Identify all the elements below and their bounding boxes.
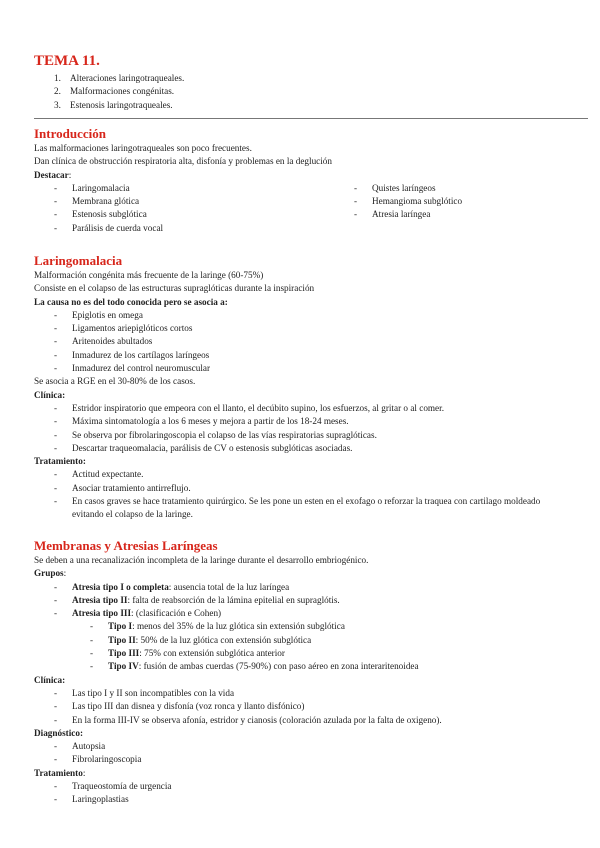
- section-line: Consiste en el colapso de las estructuras supraglóticas durante la inspiración: [34, 283, 315, 294]
- clinica-label: Clínica:: [34, 674, 66, 685]
- intro-section: [34, 126, 574, 235]
- list-item: - Tipo I: menos del 35% de la luz glótica sin extensión subglótica: [90, 621, 345, 632]
- list-item: - Epiglotis en omega: [54, 309, 143, 320]
- list-item: - Descartar traqueomalacia, parálisis de CV o estenosis subglóticas asociadas.: [54, 442, 353, 453]
- list-item: - Las tipo I y II son incompatibles con la vida: [54, 687, 235, 698]
- tratamiento-list: [34, 780, 574, 807]
- list-item: - Atresia tipo III: (clasificación e Cohen): [54, 608, 222, 619]
- intro-line: Dan clínica de obstrucción respiratoria alta, disfonía y problemas en la deglución: [34, 156, 332, 167]
- outline-list: [34, 72, 574, 112]
- list-item: - Las tipo III dan disnea y disfonía (voz ronca y llanto disfónico): [54, 701, 305, 712]
- clinica-list: [34, 402, 574, 455]
- tipos-list: [34, 620, 574, 673]
- list-item: - Tipo III: 75% con extensión subglótica anterior: [90, 648, 285, 659]
- cause-label: La causa no es del todo conocida pero se asocia a:: [34, 296, 228, 307]
- outline-item: 2. Malformaciones congénitas.: [54, 86, 175, 97]
- section-line: Se deben a una recanalización incompleta de la laringe durante el desarrollo embriogénico.: [34, 555, 369, 565]
- diagnostico-label: Diagnóstico:: [34, 727, 83, 738]
- page-title: TEMA 11.: [34, 53, 100, 69]
- list-item: - Estridor inspiratorio que empeora con el llanto, el decúbito supino, los esfuerzos, al gritar o al comer.: [54, 402, 444, 413]
- list-item: - Aritenoides abultados: [54, 336, 153, 347]
- list-item: - Tipo II: 50% de la luz glótica con extensión subglótica: [90, 634, 312, 645]
- list-item: - Laringoplastias: [54, 794, 129, 805]
- list-item: - Tipo IV: fusión de ambas cuerdas (75-90%) con paso aéreo en zona interaritenoidea: [90, 661, 419, 672]
- header-section: [34, 52, 574, 112]
- tratamiento-list: [34, 468, 574, 521]
- list-item: - Inmadurez del control neuromuscular: [54, 363, 211, 374]
- clinica-label: Clínica:: [34, 389, 66, 400]
- membranas-heading: Membranas y Atresias Laríngeas: [34, 538, 218, 553]
- highlight-columns: [34, 182, 574, 235]
- tratamiento-label: Tratamiento:: [34, 456, 86, 467]
- list-item: - Actitud expectante.: [54, 469, 144, 480]
- outline-item: 1. Alteraciones laringotraqueales.: [54, 73, 185, 83]
- clinica-list: [34, 687, 574, 727]
- grupos-label: Grupos:: [34, 568, 67, 579]
- highlight-list-left: [34, 182, 334, 235]
- list-item: - Quistes laríngeos: [354, 182, 436, 193]
- list-item: - Asociar tratamiento antirreflujo.: [54, 482, 191, 493]
- list-item: - Atresia tipo I o completa: ausencia total de la luz laríngea: [54, 581, 290, 592]
- laringomalacia-section: [34, 253, 574, 522]
- list-item: - Hemangioma subglótico: [354, 196, 463, 207]
- list-item: - Atresia tipo II: falta de reabsorción de la lámina epitelial en supraglótis.: [54, 594, 340, 605]
- cause-list: [34, 309, 574, 375]
- diagnostico-list: [34, 740, 574, 767]
- list-item: - Parálisis de cuerda vocal: [54, 222, 164, 233]
- list-item: - Estenosis subglótica: [54, 209, 147, 220]
- membranas-section: [34, 538, 574, 807]
- intro-heading: Introducción: [34, 126, 106, 141]
- list-item: - En la forma III-IV se observa afonía, estridor y cianosis (coloración azulada por la falta de oxigeno).: [54, 714, 442, 725]
- list-item: - Fibrolaringoscopia: [54, 754, 142, 765]
- list-item: - Se observa por fibrolaringoscopia el colapso de las vías respiratorias supraglóticas.: [54, 429, 377, 440]
- list-item: - Traqueostomía de urgencia: [54, 781, 172, 792]
- list-item: - Atresia laríngea: [354, 209, 431, 220]
- rge-line: Se asocia a RGE en el 30-80% de los casos.: [34, 376, 196, 387]
- outline-item: 3. Estenosis laringotraqueales.: [54, 99, 173, 110]
- list-item: - Laringomalacia: [54, 182, 130, 193]
- highlight-list-right: [334, 182, 574, 235]
- section-line: Malformación congénita más frecuente de la laringe (60-75%): [34, 270, 264, 280]
- intro-line: Las malformaciones laringotraqueales son poco frecuentes.: [34, 143, 252, 153]
- list-item: - Autopsia: [54, 741, 106, 752]
- list-item: - En casos graves se hace tratamiento quirúrgico. Se les pone un esten en el exofago o reforzar la traquea con cartilago moldeado evitando el colapso de la laringe.: [54, 496, 541, 520]
- list-item: - Ligamentos ariepiglóticos cortos: [54, 323, 193, 334]
- list-item: - Máxima sintomatología a los 6 meses y mejora a partir de los 18-24 meses.: [54, 416, 349, 427]
- tratamiento-label: Tratamiento:: [34, 767, 86, 778]
- divider: [34, 118, 588, 119]
- laringomalacia-heading: Laringomalacia: [34, 253, 123, 268]
- list-item: - Membrana glótica: [54, 196, 140, 207]
- highlight-label: Destacar:: [34, 169, 72, 180]
- grupos-list: [34, 581, 574, 621]
- list-item: - Inmadurez de los cartílagos laríngeos: [54, 349, 210, 360]
